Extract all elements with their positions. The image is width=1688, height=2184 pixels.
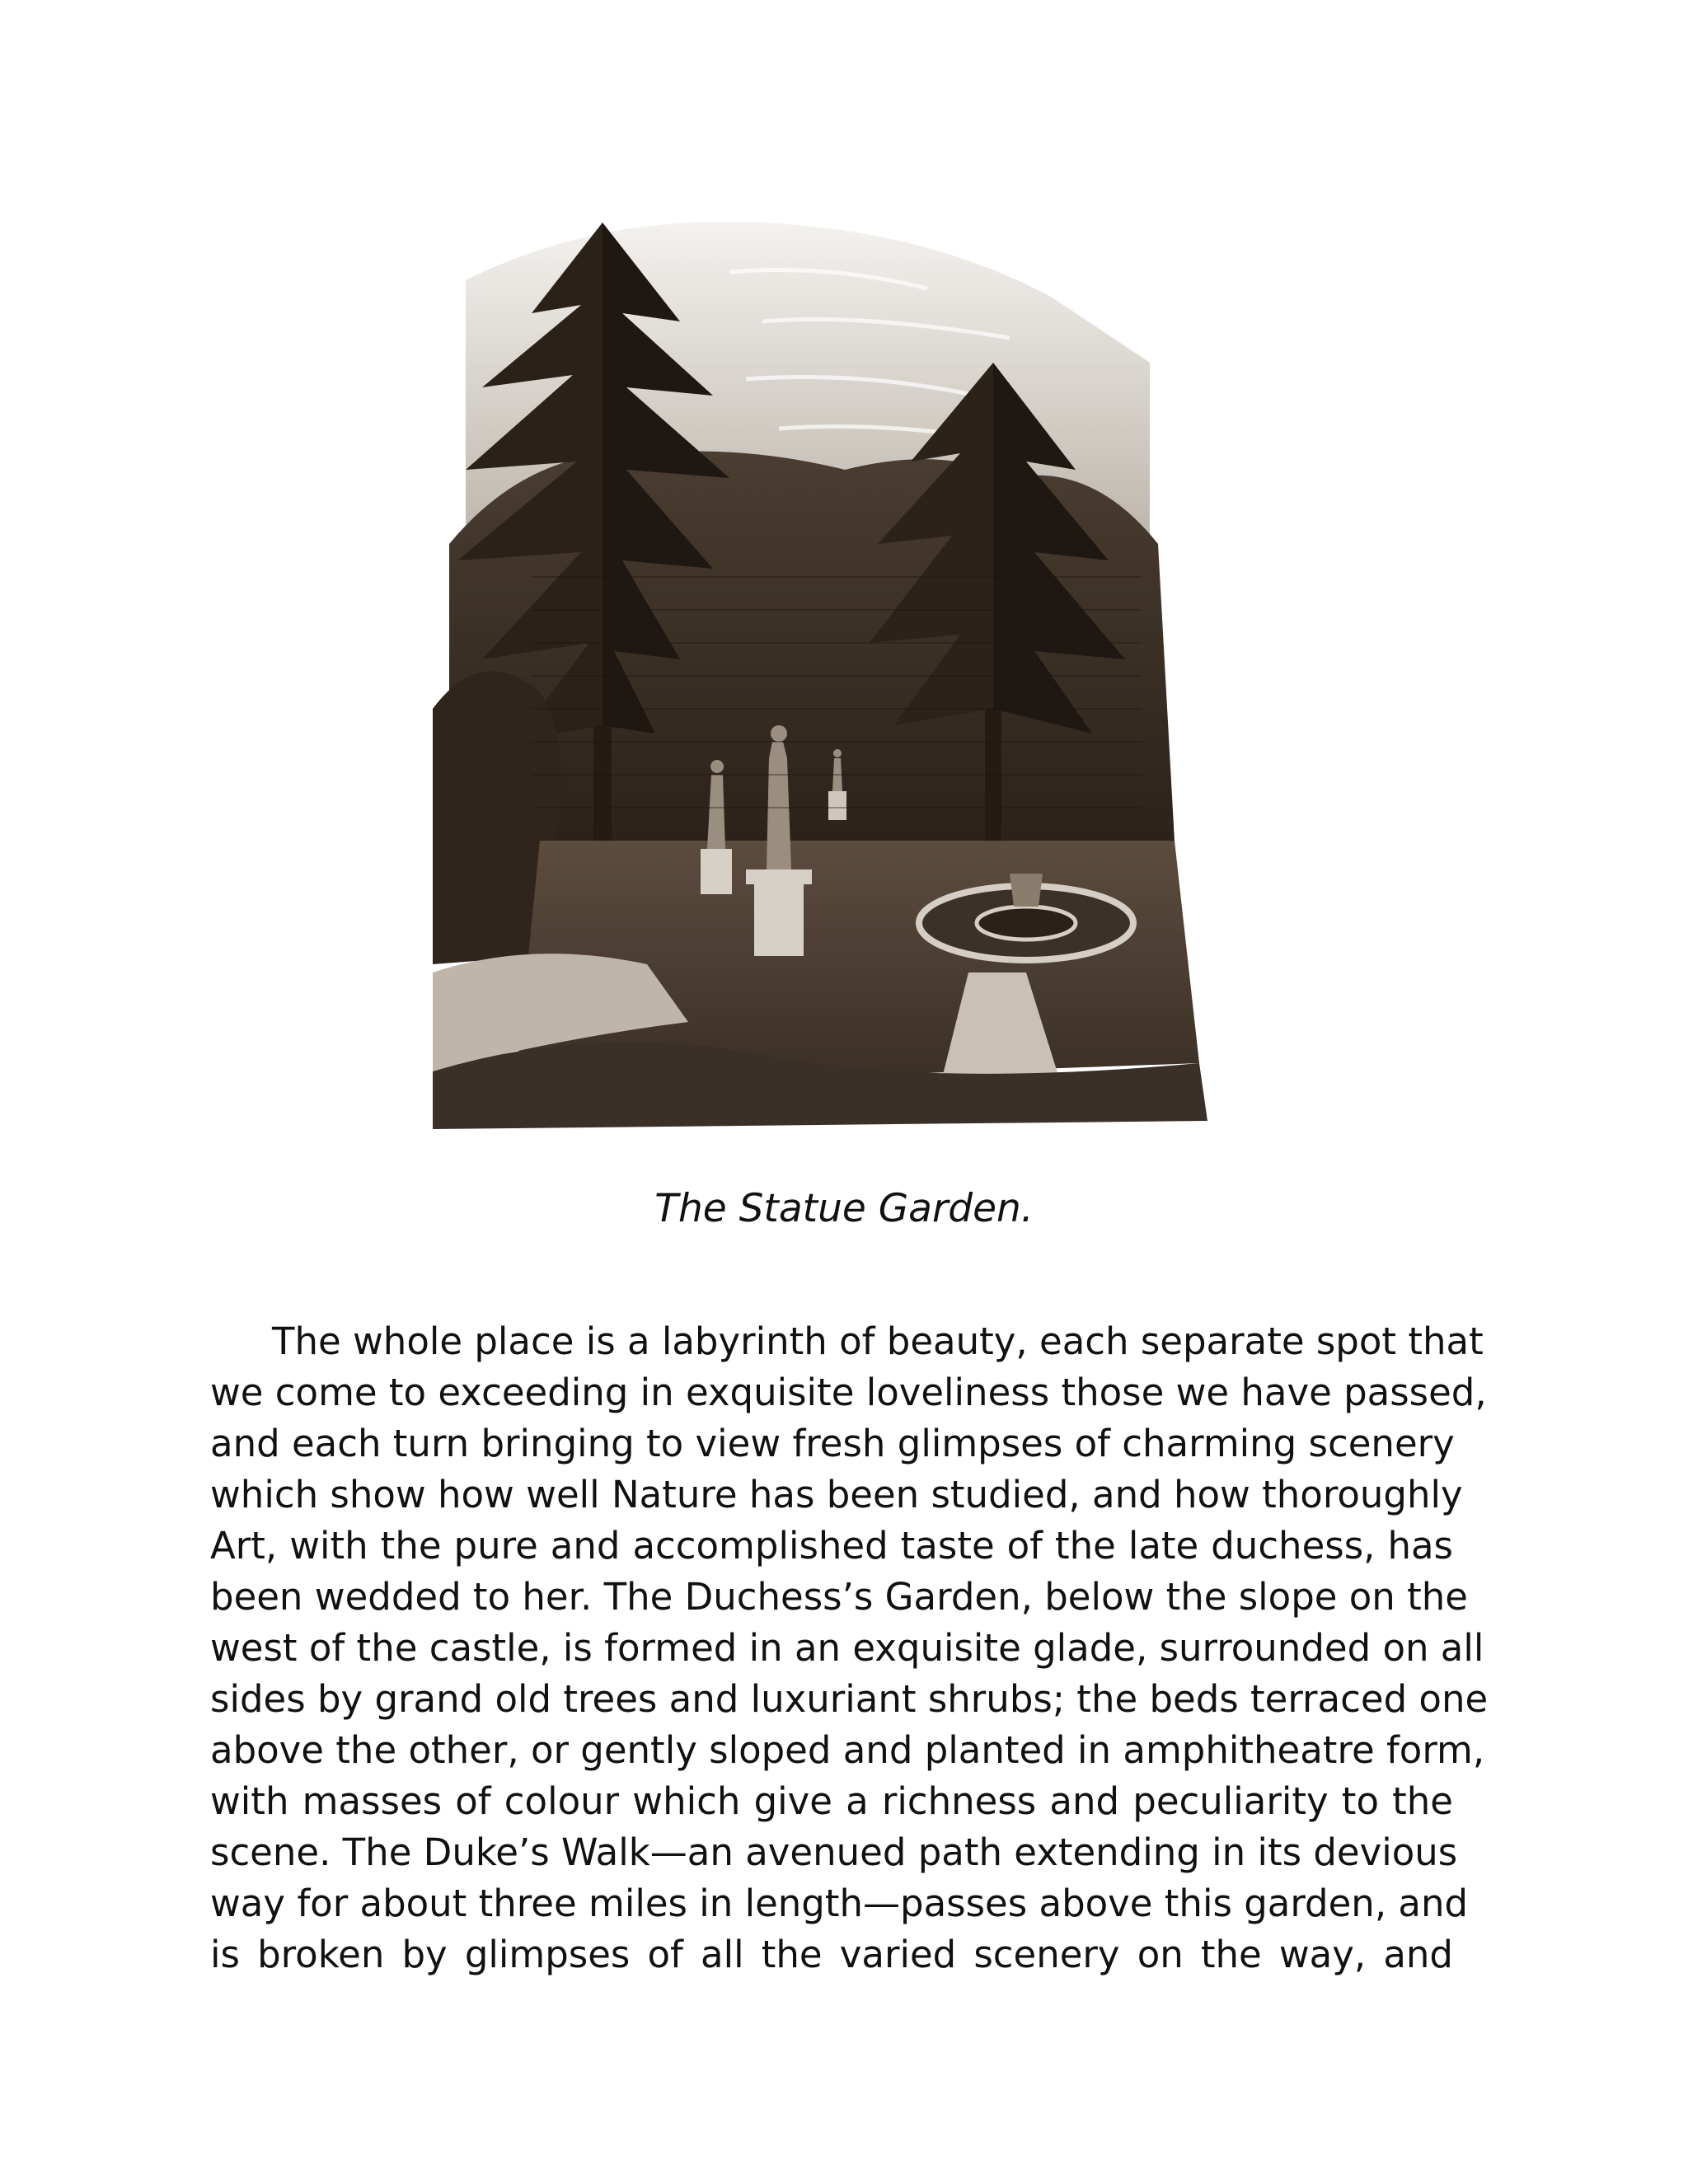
paragraph-line: scene. The Duke’s Walk—an avenued path extending in its devious <box>210 1830 1458 1874</box>
paragraph-line: The whole place is a labyrinth of beauty, each separate spot that <box>272 1319 1484 1363</box>
paragraph-line: been wedded to her. The Duchess’s Garden, below the slope on the <box>210 1575 1468 1619</box>
paragraph-line: Art, with the pure and accomplished taste of the late duchess, has <box>210 1524 1453 1568</box>
paragraph-line: west of the castle, is formed in an exquisite glade, surrounded on all <box>210 1626 1484 1670</box>
fountain-urn <box>1010 874 1043 907</box>
body-paragraph <box>210 1316 1489 1980</box>
paragraph-line: way for about three miles in length—passes above this garden, and <box>210 1882 1469 1925</box>
paragraph-line: and each turn bringing to view fresh glimpses of charming scenery <box>210 1422 1455 1465</box>
paragraph-line: above the other, or gently sloped and planted in amphitheatre form, <box>210 1728 1485 1772</box>
statue-garden-illustration <box>433 198 1245 1179</box>
paragraph-line: with masses of colour which give a richness and peculiarity to the <box>210 1779 1453 1823</box>
paragraph-line: which show how well Nature has been studied, and how thoroughly <box>210 1473 1463 1516</box>
paragraph-line: we come to exceeding in exquisite loveliness those we have passed, <box>210 1371 1487 1414</box>
figure-caption: The Statue Garden. <box>654 1186 1034 1231</box>
paragraph-line: is broken by glimpses of all the varied scenery on the way, and <box>210 1933 1453 1976</box>
paragraph-line: sides by grand old trees and luxuriant shrubs; the beds terraced one <box>210 1677 1489 1721</box>
